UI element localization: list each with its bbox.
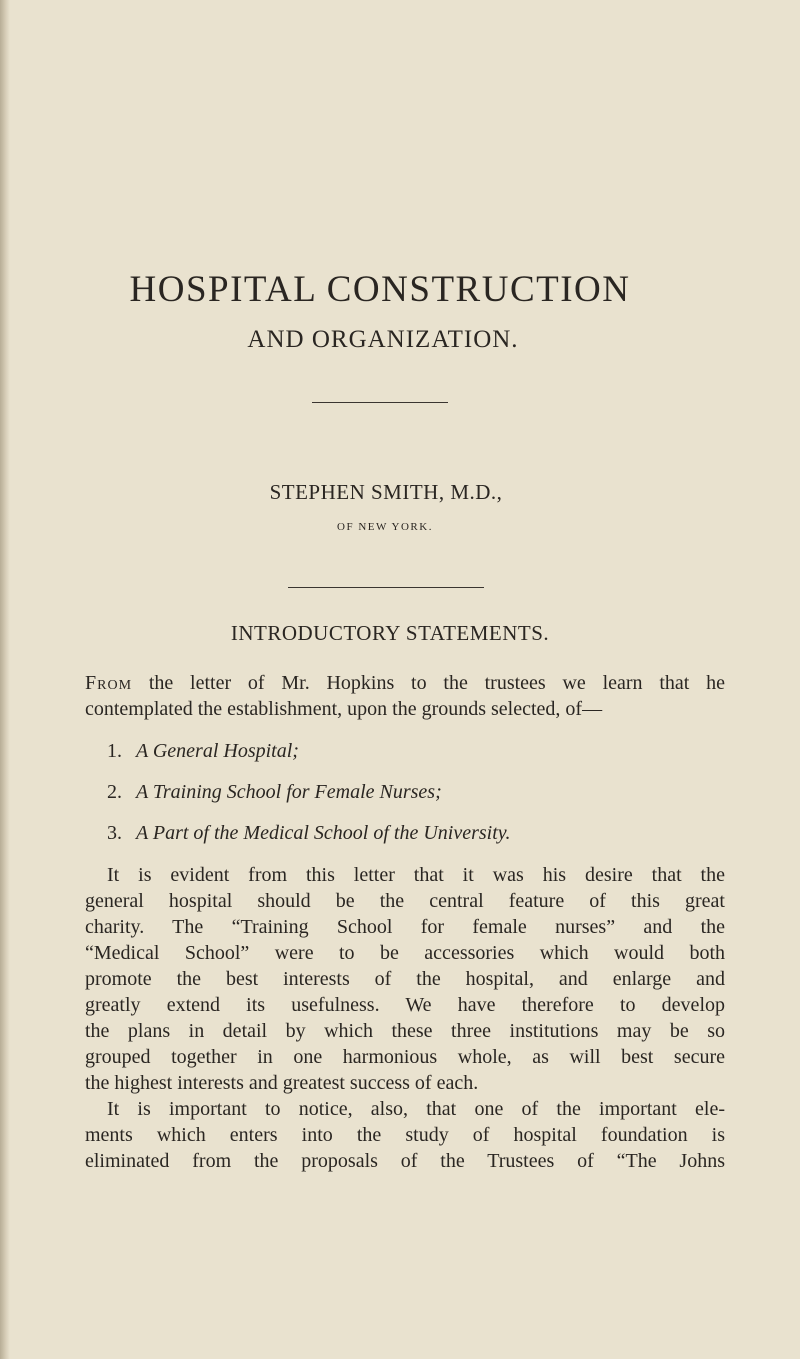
paragraph-line: ments which enters into the study of hospital foundation is bbox=[85, 1124, 725, 1146]
paragraph-line: general hospital should be the central feature of this great bbox=[85, 890, 725, 912]
list-number: 1. bbox=[107, 740, 122, 762]
document-title: HOSPITAL CONSTRUCTION bbox=[129, 269, 631, 310]
author-affiliation: OF NEW YORK. bbox=[337, 521, 433, 533]
section-heading: INTRODUCTORY STATEMENTS. bbox=[230, 621, 550, 645]
list-number: 3. bbox=[107, 822, 122, 844]
list-text: A Training School for Female Nurses; bbox=[136, 781, 442, 803]
paragraph-line: promote the best interests of the hospital, and enlarge and bbox=[85, 968, 725, 990]
list-item bbox=[107, 820, 747, 846]
list-number: 2. bbox=[107, 781, 122, 803]
divider-rule bbox=[288, 587, 484, 588]
paragraph-line: the plans in detail by which these three institutions may be so bbox=[85, 1020, 725, 1042]
intro-line bbox=[85, 670, 725, 696]
page-binding-edge bbox=[0, 0, 10, 1359]
paragraph-line: greatly extend its usefulness. We have therefore to develop bbox=[85, 994, 725, 1016]
divider-rule bbox=[312, 402, 448, 403]
paragraph-line: It is important to notice, also, that one of the important ele- bbox=[107, 1098, 725, 1120]
intro-line-text: the letter of Mr. Hopkins to the trustees we learn that he bbox=[132, 672, 725, 694]
paragraph-line: “Medical School” were to be accessories which would both bbox=[85, 942, 725, 964]
paragraph-line: the highest interests and greatest success of each. bbox=[85, 1072, 479, 1094]
list-item bbox=[107, 779, 747, 805]
author-name: STEPHEN SMITH, M.D., bbox=[269, 480, 503, 504]
paragraph-line: charity. The “Training School for female nurses” and the bbox=[85, 916, 725, 938]
paragraph-line: eliminated from the proposals of the Trustees of “The Johns bbox=[85, 1150, 725, 1172]
document-subtitle: AND ORGANIZATION. bbox=[247, 326, 519, 353]
paragraph-line: It is evident from this letter that it was his desire that the bbox=[107, 864, 725, 886]
intro-lead-word: From bbox=[85, 672, 133, 694]
intro-line: contemplated the establishment, upon the grounds selected, of— bbox=[85, 698, 603, 720]
paragraph-line: grouped together in one harmonious whole, as will best secure bbox=[85, 1046, 725, 1068]
list-text: A Part of the Medical School of the University. bbox=[136, 822, 511, 844]
list-item bbox=[107, 738, 747, 764]
list-text: A General Hospital; bbox=[136, 740, 299, 762]
